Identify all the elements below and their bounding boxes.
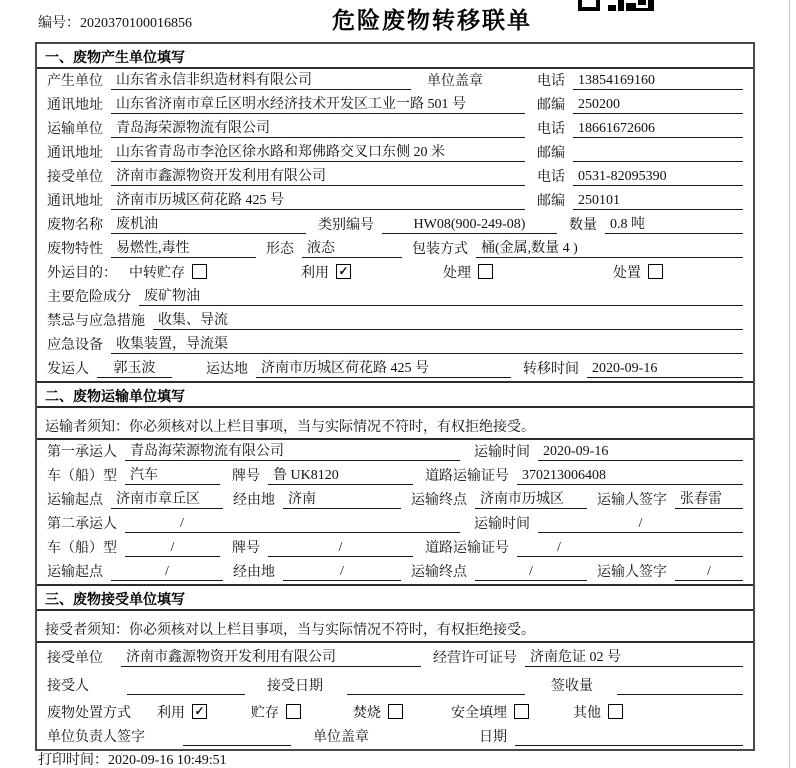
- route-start-1-value: 济南市章丘区: [111, 488, 223, 509]
- print-time: [38, 749, 227, 768]
- row-receiver-address: [37, 189, 753, 213]
- receiver-zip-label: 邮编: [537, 194, 565, 209]
- responsible-sign-value: [183, 729, 291, 746]
- transporter-label: 运输单位: [47, 122, 103, 137]
- first-carrier-label: 第一承运人: [47, 445, 117, 460]
- accept-person-label: 接受人: [47, 679, 89, 694]
- first-carrier-value: 青岛海荣源物流有限公司: [125, 440, 460, 461]
- page-edge-line: [789, 0, 790, 768]
- road-permit-1-label: 道路运输证号: [425, 469, 509, 484]
- hazard-components-label: 主要危险成分: [47, 290, 131, 305]
- checkbox-disposal-incinerate: [388, 704, 403, 719]
- receiver-notice: 接受者须知：你必须核对以上栏目事项，当与实际情况不符时，有权拒绝接受。: [37, 611, 753, 643]
- vehicle-type-2-label: 车（船）型: [47, 541, 117, 556]
- waste-form-value: 液态: [302, 237, 402, 258]
- checkbox-dispose: [648, 264, 663, 279]
- option-disposal-utilize: [157, 702, 207, 722]
- checkbox-disposal-store: [286, 704, 301, 719]
- accept-person-value: [127, 678, 245, 695]
- waste-traits-label: 废物特性: [47, 242, 103, 257]
- checkbox-utilize: ✓: [336, 264, 351, 279]
- row-dispatch: [37, 357, 753, 381]
- row-producer: [37, 69, 753, 93]
- option-utilize: [301, 262, 351, 282]
- producer-phone-value: 13854169160: [573, 73, 743, 90]
- transport-time-1-value: 2020-09-16: [538, 444, 743, 461]
- row-waste-traits: [37, 237, 753, 261]
- sign-date-label: 日期: [479, 730, 507, 745]
- row-transporter-address: [37, 141, 753, 165]
- route-end-2-value: /: [475, 564, 587, 581]
- row-vehicle-2: [37, 536, 753, 560]
- option-disposal-other: [573, 702, 623, 722]
- accept-date-label: 接受日期: [267, 679, 323, 694]
- waste-qty-value: 0.8 吨: [605, 213, 743, 234]
- transporter-address-value: 山东省青岛市李沧区徐水路和郑佛路交叉口东侧 20 米: [111, 141, 525, 162]
- carrier-sign-1-label: 运输人签字: [597, 493, 667, 508]
- row-hazard-components: [37, 285, 753, 309]
- producer-address-label: 通讯地址: [47, 98, 103, 113]
- checkbox-disposal-utilize: ✓: [192, 704, 207, 719]
- road-permit-1-value: 370213006408: [517, 468, 743, 485]
- option-transit-storage-label: 中转贮存: [129, 266, 185, 281]
- qr-code-fragment-icon: [578, 0, 656, 12]
- receiver-zip-value: 250101: [573, 193, 743, 210]
- row-waste-name: [37, 213, 753, 237]
- hazard-components-value: 废矿物油: [139, 285, 743, 306]
- route-end-1-value: 济南市历城区: [475, 488, 587, 509]
- emergency-measures-value: 收集、导流: [153, 309, 743, 330]
- row-responsible-sign: [37, 725, 753, 749]
- print-time-label: 打印时间：: [38, 753, 108, 768]
- checkbox-disposal-landfill: [514, 704, 529, 719]
- transporter-notice: 运输者须知：你必须核对以上栏目事项，当与实际情况不符时，有权拒绝接受。: [37, 408, 753, 440]
- route-end-2-label: 运输终点: [411, 565, 467, 580]
- producer-address-value: 山东省济南市章丘区明水经济技术开发区工业一路 501 号: [111, 93, 525, 114]
- transfer-purpose-label: 外运目的：: [47, 266, 117, 281]
- option-disposal-incinerate-label: 焚烧: [353, 706, 381, 721]
- producer-phone-label: 电话: [537, 74, 565, 89]
- plate-2-value: /: [268, 540, 413, 557]
- option-disposal-utilize-label: 利用: [157, 706, 185, 721]
- doc-number-label: 编号：: [38, 16, 80, 31]
- receiver-phone-value: 0531-82095390: [573, 169, 743, 186]
- row-transporter: [37, 117, 753, 141]
- option-dispose-label: 处置: [613, 266, 641, 281]
- vehicle-type-1-value: 汽车: [125, 464, 220, 485]
- plate-1-value: 鲁 UK8120: [268, 464, 413, 485]
- disposal-method-label: 废物处置方式: [47, 706, 131, 721]
- doc-number-value: 2020370100016856: [80, 16, 192, 31]
- emergency-equipment-label: 应急设备: [47, 338, 103, 353]
- plate-2-label: 牌号: [232, 541, 260, 556]
- vehicle-type-2-value: /: [125, 540, 220, 557]
- destination-label: 运达地: [206, 362, 248, 377]
- receiver-label: 接受单位: [47, 170, 103, 185]
- emergency-equipment-value: 收集装置，导流渠: [111, 333, 743, 354]
- transport-time-1-label: 运输时间: [474, 445, 530, 460]
- transporter-value: 青岛海荣源物流有限公司: [111, 117, 525, 138]
- row-accept-person: [37, 670, 753, 698]
- transfer-time-value: 2020-09-16: [587, 361, 743, 378]
- row-accept-unit: [37, 643, 753, 670]
- received-qty-label: 签收量: [551, 679, 593, 694]
- receiver-address-value: 济南市历城区荷花路 425 号: [111, 189, 525, 210]
- license-value: 济南危证 02 号: [525, 646, 743, 667]
- route-start-2-value: /: [111, 564, 223, 581]
- waste-name-label: 废物名称: [47, 218, 103, 233]
- waste-qty-label: 数量: [569, 218, 597, 233]
- transporter-phone-value: 18661672606: [573, 121, 743, 138]
- row-transfer-purpose: [37, 261, 753, 285]
- option-disposal-incinerate: [353, 702, 403, 722]
- option-treat: [443, 262, 493, 282]
- second-carrier-value: /: [125, 516, 460, 533]
- row-disposal-method: [37, 698, 753, 725]
- option-transit-storage: [129, 262, 207, 282]
- transporter-zip-value: [573, 145, 743, 162]
- row-first-carrier: [37, 440, 753, 464]
- transfer-time-label: 转移时间: [523, 362, 579, 377]
- receiver-value: 济南市鑫源物资开发利用有限公司: [111, 165, 525, 186]
- row-emergency-equipment: [37, 333, 753, 357]
- carrier-sign-2-value: /: [675, 564, 743, 581]
- receiver-phone-label: 电话: [537, 170, 565, 185]
- section-1-header: 一、废物产生单位填写: [37, 44, 753, 69]
- accept-unit-value: 济南市鑫源物资开发利用有限公司: [121, 646, 421, 667]
- packing-label: 包装方式: [412, 242, 468, 257]
- checkbox-transit-storage: [192, 264, 207, 279]
- transporter-zip-label: 邮编: [537, 146, 565, 161]
- producer-zip-label: 邮编: [537, 98, 565, 113]
- producer-label: 产生单位: [47, 74, 103, 89]
- plate-1-label: 牌号: [232, 469, 260, 484]
- road-permit-2-value: /: [517, 540, 743, 557]
- option-disposal-landfill-label: 安全填埋: [451, 706, 507, 721]
- vehicle-type-1-label: 车（船）型: [47, 469, 117, 484]
- transport-time-2-label: 运输时间: [474, 517, 530, 532]
- license-label: 经营许可证号: [433, 651, 517, 666]
- page-title: 危险废物转移联单: [332, 7, 532, 33]
- dispatcher-value: 郭玉波: [97, 357, 172, 378]
- row-emergency-measures: [37, 309, 753, 333]
- carrier-sign-2-label: 运输人签字: [597, 565, 667, 580]
- option-disposal-store: [251, 702, 301, 722]
- row-route-2: [37, 560, 753, 584]
- row-producer-address: [37, 93, 753, 117]
- sign-date-value: [515, 729, 743, 746]
- checkbox-treat: [478, 264, 493, 279]
- print-time-value: 2020-09-16 10:49:51: [108, 753, 227, 768]
- route-via-2-label: 经由地: [233, 565, 275, 580]
- transporter-address-label: 通讯地址: [47, 146, 103, 161]
- packing-value: 桶(金属,数量 4 ): [476, 237, 743, 258]
- checkbox-disposal-other: [608, 704, 623, 719]
- producer-zip-value: 250200: [573, 97, 743, 114]
- responsible-sign-label: 单位负责人签字: [47, 730, 145, 745]
- row-second-carrier: [37, 512, 753, 536]
- option-treat-label: 处理: [443, 266, 471, 281]
- receiver-address-label: 通讯地址: [47, 194, 103, 209]
- doc-number: [38, 12, 192, 32]
- route-via-2-value: /: [283, 564, 401, 581]
- transporter-phone-label: 电话: [537, 122, 565, 137]
- accept-unit-label: 接受单位: [47, 651, 103, 666]
- waste-traits-value: 易燃性,毒性: [111, 237, 256, 258]
- option-dispose: [613, 262, 663, 282]
- option-disposal-other-label: 其他: [573, 706, 601, 721]
- route-end-1-label: 运输终点: [411, 493, 467, 508]
- waste-category-value: HW08(900-249-08): [382, 217, 557, 234]
- waste-name-value: 废机油: [111, 213, 306, 234]
- seal-label: 单位盖章: [427, 74, 483, 89]
- dispatcher-label: 发运人: [47, 362, 89, 377]
- option-disposal-landfill: [451, 702, 529, 722]
- waste-category-label: 类别编号: [318, 218, 374, 233]
- route-start-2-label: 运输起点: [47, 565, 103, 580]
- row-route-1: [37, 488, 753, 512]
- row-vehicle-1: [37, 464, 753, 488]
- section-3-header: 三、废物接受单位填写: [37, 584, 753, 611]
- row-receiver: [37, 165, 753, 189]
- waste-form-label: 形态: [266, 242, 294, 257]
- received-qty-value: [617, 678, 743, 695]
- road-permit-2-label: 道路运输证号: [425, 541, 509, 556]
- emergency-measures-label: 禁忌与应急措施: [47, 314, 145, 329]
- transport-time-2-value: /: [538, 516, 743, 533]
- route-start-1-label: 运输起点: [47, 493, 103, 508]
- route-via-1-label: 经由地: [233, 493, 275, 508]
- option-disposal-store-label: 贮存: [251, 706, 279, 721]
- accept-date-value: [347, 678, 525, 695]
- manifest-form: [35, 42, 755, 751]
- destination-value: 济南市历城区荷花路 425 号: [256, 357, 511, 378]
- route-via-1-value: 济南: [283, 488, 401, 509]
- option-utilize-label: 利用: [301, 266, 329, 281]
- section-2-header: 二、废物运输单位填写: [37, 381, 753, 408]
- producer-value: 山东省永信非织造材料有限公司: [111, 69, 411, 90]
- carrier-sign-1-value: 张春雷: [675, 488, 743, 509]
- unit-seal-label: 单位盖章: [313, 730, 369, 745]
- second-carrier-label: 第二承运人: [47, 517, 117, 532]
